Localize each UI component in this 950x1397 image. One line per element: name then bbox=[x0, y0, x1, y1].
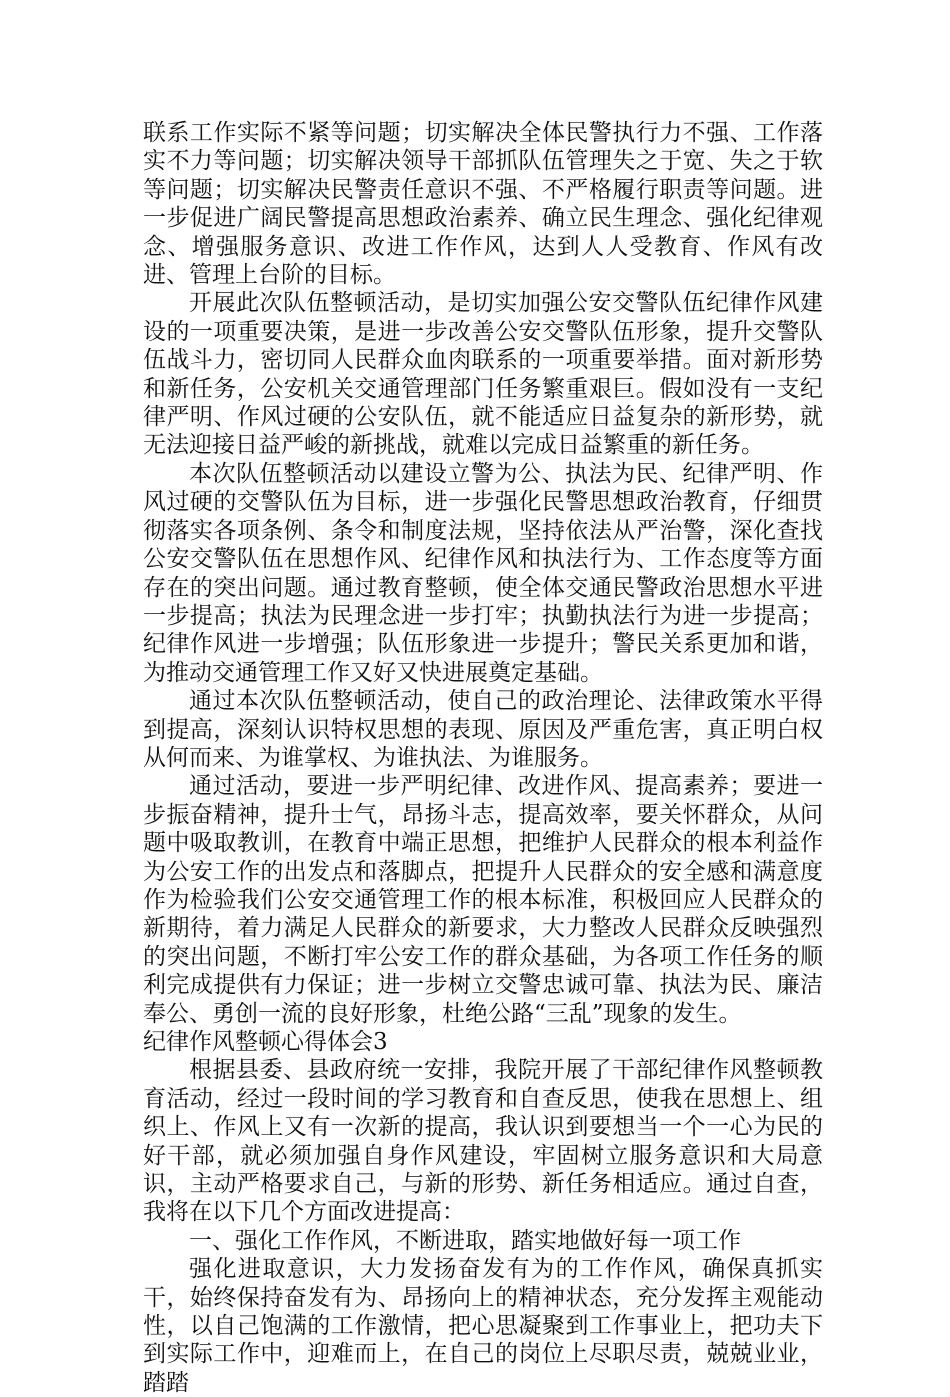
paragraph: 根据县委、县政府统一安排，我院开展了干部纪律作风整顿教育活动，经过一段时间的学习教育和自查反思，使我在思想上、组织上、作风上又有一次新的提高，我认识到要想当一个一心为民的好干部，就必须加强自身作风建设，牢固树立服务意识和大局意识，主动严格要求自己，与新的形势、新任务相适应。通过自查，我将在以下几个方面改进提高： bbox=[143, 1057, 823, 1226]
section-heading: 纪律作风整顿心得体会3 bbox=[143, 1029, 388, 1055]
paragraph: 本次队伍整顿活动以建设立警为公、执法为民、纪律严明、作风过硬的交警队伍为目标，进一步强化民警思想政治教育，仔细贯彻落实各项条例、条令和制度法规，坚持依法从严治警，深化查找公安交警队伍在思想作风、纪律作风和执法行为、工作态度等方面存在的突出问题。通过教育整顿，使全体交通民警政治思想水平进一步提高；执法为民理念进一步打牢；执勤执法行为进一步提高；纪律作风进一步增强；队伍形象进一步提升；警民关系更加和谐，为推动交通管理工作又好又快进展奠定基础。 bbox=[143, 460, 823, 686]
paragraph: 通过本次队伍整顿活动，使自己的政治理论、法律政策水平得到提高，深刻认识特权思想的表现、原因及严重危害，真正明白权从何而来、为谁掌权、为谁执法、为谁服务。 bbox=[143, 688, 823, 771]
paragraph: 强化进取意识，大力发扬奋发有为的工作作风，确保真抓实干，始终保持奋发有为、昂扬向上的精神状态，充分发挥主观能动性，以自己饱满的工作激情，把心思凝聚到工作事业上，把功夫下到实际工作中，迎难而上，在自己的岗位上尽职尽责，兢兢业业，踏踏 bbox=[143, 1256, 823, 1396]
paragraph: 开展此次队伍整顿活动，是切实加强公安交警队伍纪律作风建设的一项重要决策，是进一步改善公安交警队伍形象，提升交警队伍战斗力，密切同人民群众血肉联系的一项重要举措。面对新形势和新任务，公安机关交通管理部门任务繁重艰巨。假如没有一支纪律严明、作风过硬的公安队伍，就不能适应日益复杂的新形势，就无法迎接日益严峻的新挑战，就难以完成日益繁重的新任务。 bbox=[143, 290, 823, 459]
paragraph: 通过活动，要进一步严明纪律、改进作风、提高素养；要进一步振奋精神，提升士气，昂扬斗志，提高效率，要关怀群众，从问题中吸取教训，在教育中端正思想，把维护人民群众的根本利益作为公安工作的出发点和落脚点，把提升人民群众的安全感和满意度作为检验我们公安交通管理工作的根本标准，积极回应人民群众的新期待，着力满足人民群众的新要求，大力整改人民群众反映强烈的突出问题，不断打牢公安工作的群众基础，为各项工作任务的顺利完成提供有力保证；进一步树立交警忠诚可靠、执法为民、廉洁奉公、勇创一流的良好形象，杜绝公路“三乱”现象的发生。 bbox=[143, 773, 823, 1027]
paragraph: 一、强化工作作风，不断进取，踏实地做好每一项工作 bbox=[189, 1227, 741, 1254]
paragraph: 联系工作实际不紧等问题；切实解决全体民警执行力不强、工作落实不力等问题；切实解决领导干部抓队伍管理失之于宽、失之于软等问题；切实解决民警责任意识不强、不严格履行职责等问题。进一步促进广阔民警提高思想政治素养、确立民生理念、强化纪律观念、增强服务意识、改进工作作风，达到人人受教育、作风有改进、管理上台阶的目标。 bbox=[143, 120, 823, 289]
document-body bbox=[143, 119, 823, 1397]
